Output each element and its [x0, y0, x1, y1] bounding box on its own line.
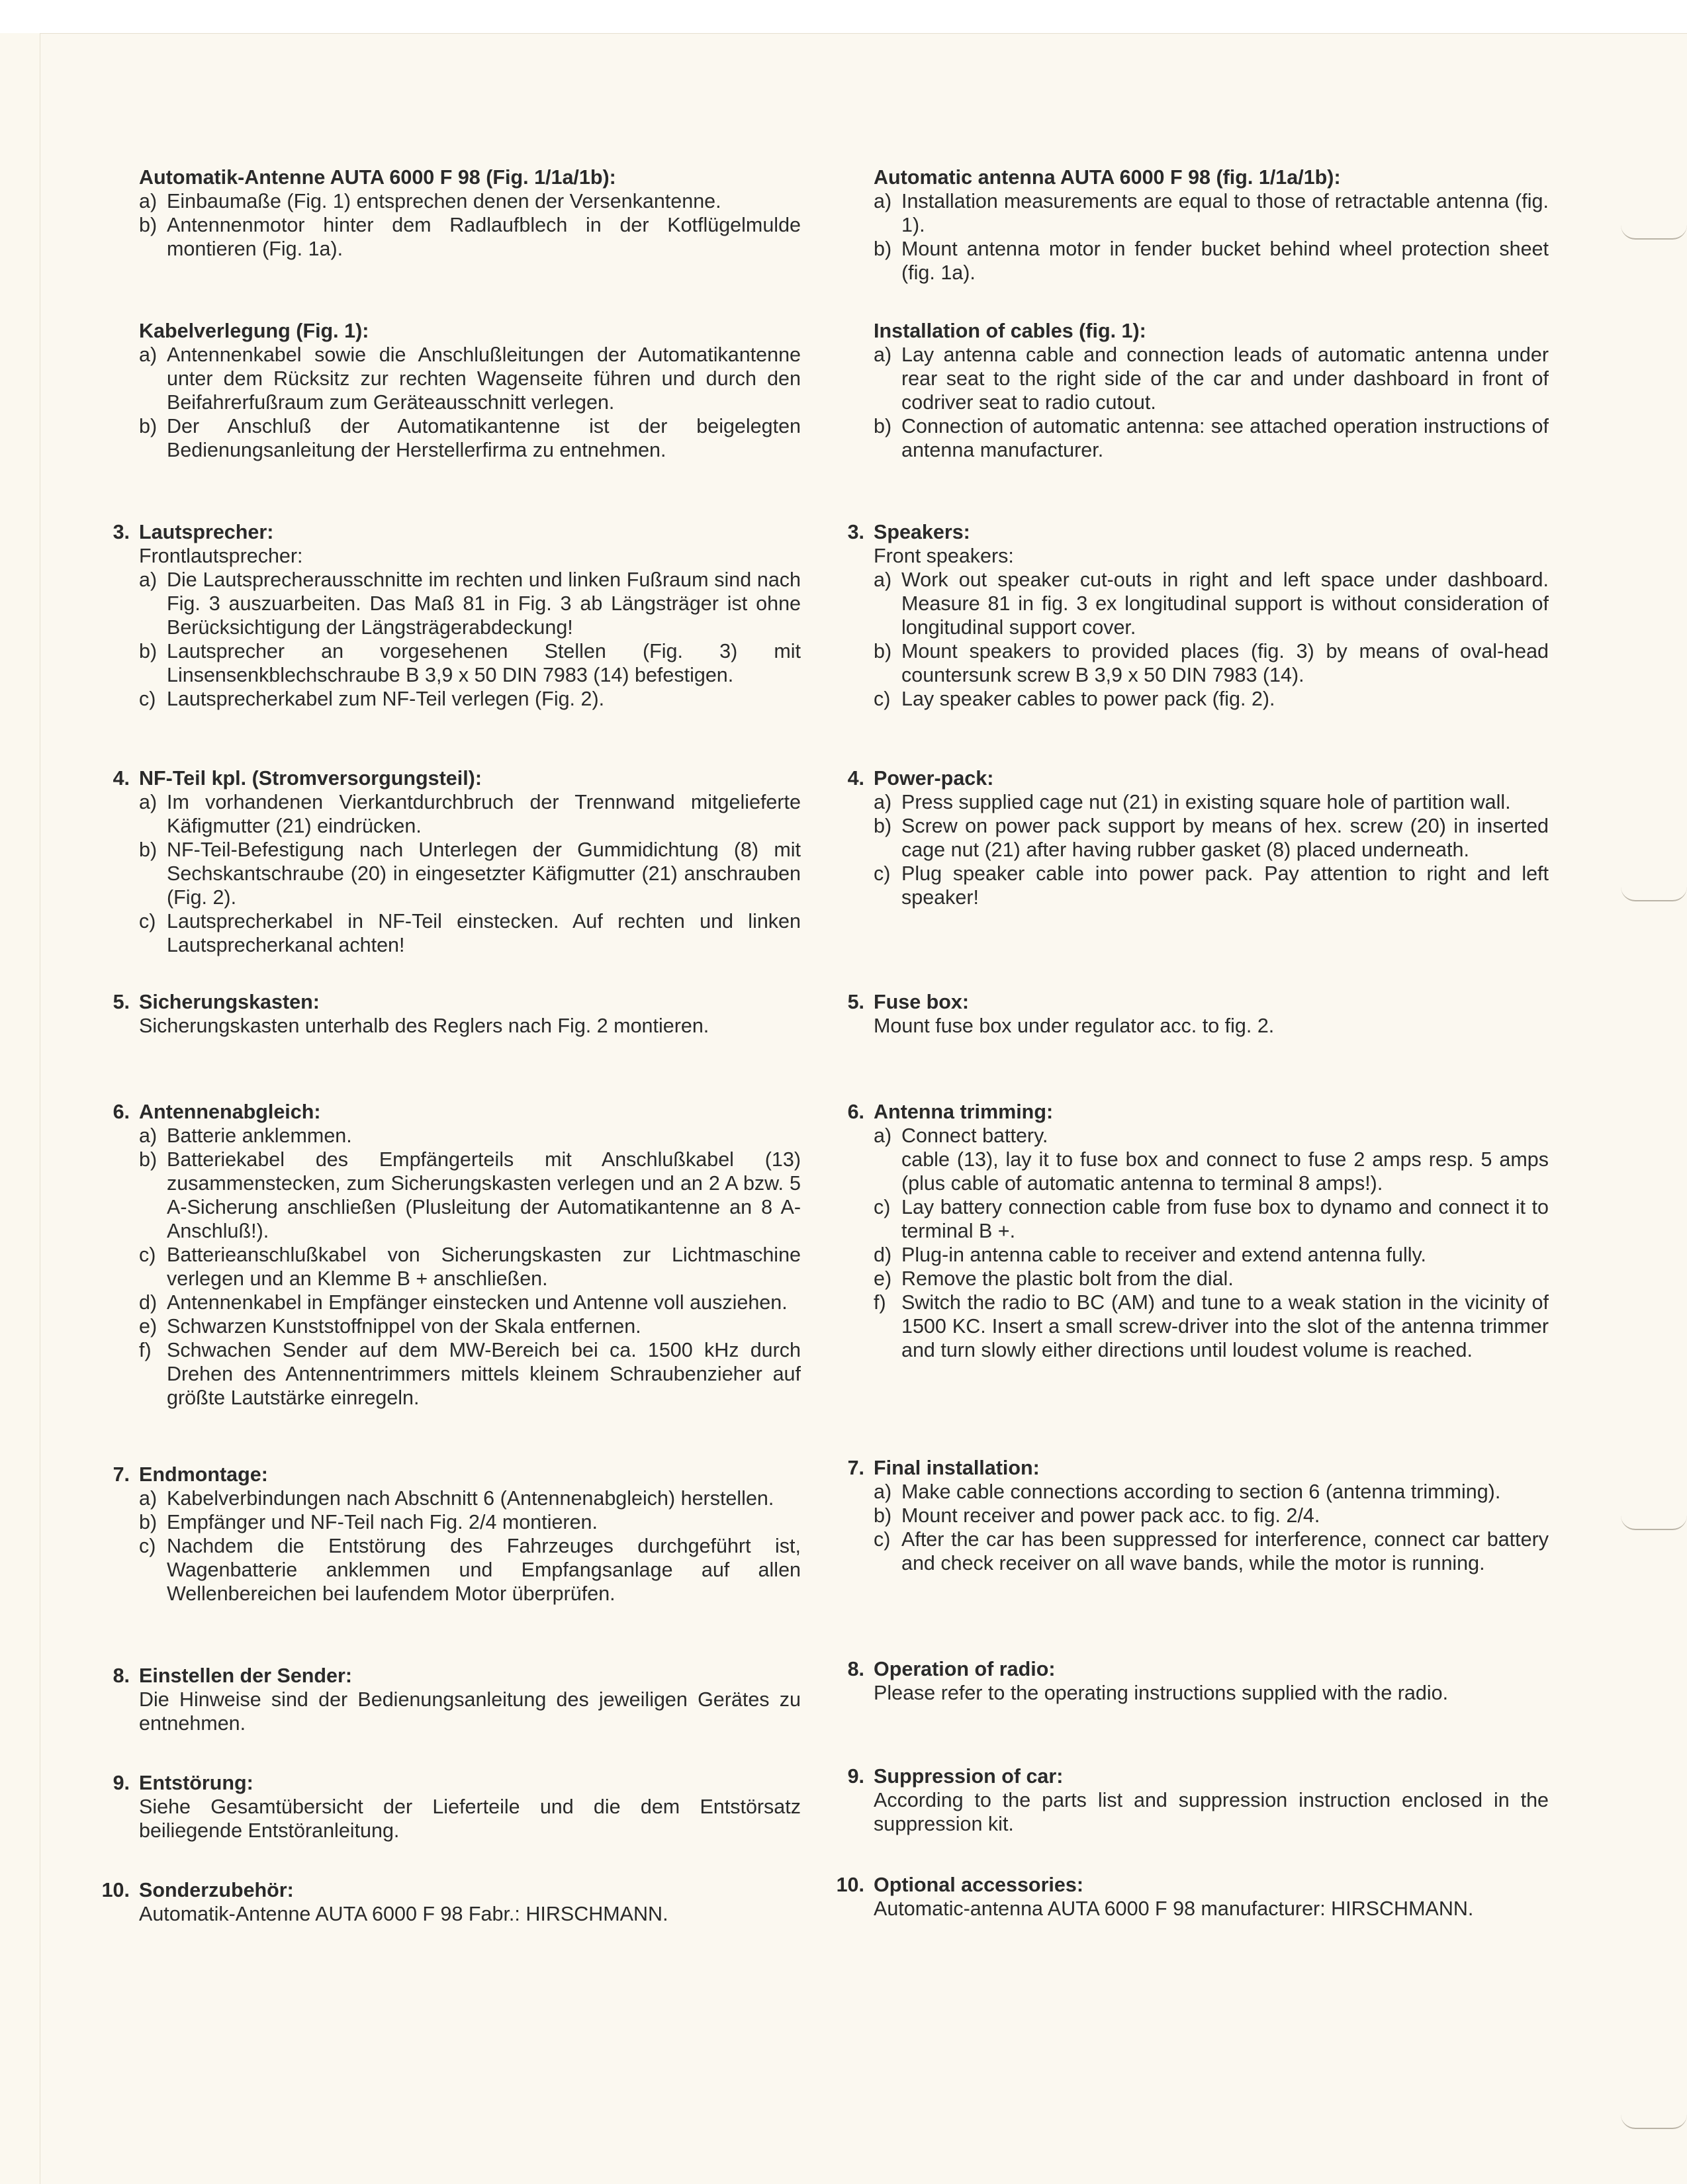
section-title: Optional accessories: [874, 1874, 1083, 1896]
list-item [139, 909, 801, 957]
list-item-label: d) [139, 1291, 158, 1314]
list-item [874, 790, 1549, 814]
list-item [874, 568, 1549, 639]
section-title: Operation of radio: [874, 1658, 1056, 1680]
list-item-label: a) [139, 791, 158, 813]
list-item-text: Mount antenna motor in fender bucket behind wheel protection sheet (fig. 1a). [901, 238, 1549, 284]
list-item-label: a) [874, 1124, 892, 1147]
list-item-label: a) [874, 190, 892, 212]
list-item-text: Lay antenna cable and connection leads of automatic antenna under rear seat to the right side of the car and under dashboard in front of codriver seat to radio cutout. [901, 343, 1549, 414]
section-number: 10. [101, 1879, 130, 1901]
list-item [874, 237, 1549, 285]
section-heading [836, 1873, 1549, 1897]
list-item-label: c) [874, 688, 891, 710]
section-text: Die Hinweise sind der Bedienungsanleitung des jeweiligen Gerätes zu entnehmen. [139, 1688, 801, 1735]
list-item-text: Mount receiver and power pack acc. to fig. 2/4. [901, 1504, 1320, 1527]
section-number [835, 319, 874, 343]
list-item-text: Lay speaker cables to power pack (fig. 2). [901, 688, 1275, 710]
list-item [139, 1291, 801, 1314]
list-item-text: Switch the radio to BC (AM) and tune to a weak station in the vicinity of 1500 KC. Insert a small screw-driver into the slot of the antenna trimmer and turn slowly either directions until loudest volume is reached. [901, 1291, 1549, 1361]
section-title: Einstellen der Sender: [139, 1664, 353, 1687]
list-item [139, 1534, 801, 1606]
binder-mark [1621, 887, 1687, 901]
section [113, 1100, 801, 1410]
list-item-text: Mount speakers to provided places (fig. 3) by means of oval-head countersunk screw B 3,9 x 50 DIN 7983 (14). [901, 640, 1549, 686]
section-text: Mount fuse box under regulator acc. to fig. 2. [874, 1015, 1275, 1037]
list-item-label: b) [139, 640, 158, 662]
list-item-text: Nachdem die Entstörung des Fahrzeuges durchgeführt ist, Wagenbatterie anklemmen und Empfangsanlage auf allen Wellenbereichen bei laufendem Motor überprüfen. [167, 1535, 801, 1605]
section-heading [847, 990, 1549, 1014]
section-number: 4. [847, 767, 864, 790]
list-item-label: b) [139, 1148, 158, 1171]
list-item-label: b) [139, 839, 158, 861]
section-number: 8. [113, 1664, 130, 1687]
section-heading [113, 766, 801, 790]
list-item [139, 189, 801, 213]
section-heading [113, 1100, 801, 1124]
list-item [874, 1124, 1549, 1148]
section-text: According to the parts list and suppression instruction enclosed in the suppression kit. [874, 1789, 1549, 1835]
list-item-label: a) [139, 343, 158, 366]
section-title: Final installation: [874, 1457, 1040, 1479]
list-item-text: Antennenkabel in Empfänger einstecken und Antenne voll ausziehen. [167, 1291, 788, 1314]
list-item [874, 687, 1549, 711]
section [847, 766, 1549, 909]
list-item-text: Connect battery. [901, 1124, 1048, 1147]
section [847, 990, 1549, 1038]
list-item [874, 862, 1549, 909]
list-item [139, 414, 801, 462]
list-item-label: a) [874, 569, 892, 591]
list-item-text: Der Anschluß der Automatikantenne ist der beigelegten Bedienungsanleitung der Herstellerfirma zu entnehmen. [167, 415, 801, 461]
list-item-text: cable (13), lay it to fuse box and connect to fuse 2 amps resp. 5 amps (plus cable of automatic antenna to terminal 8 amps!). [901, 1148, 1549, 1195]
section-heading [113, 1463, 801, 1486]
list-item [874, 639, 1549, 687]
section-number: 3. [847, 521, 864, 543]
list-item-label: b) [139, 214, 158, 236]
section-heading [113, 1664, 801, 1688]
list-item [139, 1314, 801, 1338]
list-item [139, 213, 801, 261]
list-item-text: Die Lautsprecherausschnitte im rechten und linken Fußraum sind nach Fig. 3 auszuarbeiten. Das Maß 81 in Fig. 3 ab Längsträger ist ohne Berücksichtigung der Längsträgerabdeckung! [167, 569, 801, 639]
list-item-label: b) [874, 238, 892, 260]
section [847, 1657, 1549, 1705]
section-heading [113, 990, 801, 1014]
list-item-text: Batterieanschlußkabel von Sicherungskasten zur Lichtmaschine verlegen und an Klemme B + anschließen. [167, 1244, 801, 1290]
section [113, 990, 801, 1038]
section-heading [113, 520, 801, 544]
list-item-label [874, 1148, 901, 1195]
list-item [139, 1338, 801, 1410]
section [874, 165, 1549, 285]
section-text: Front speakers: [874, 545, 1014, 567]
list-item-label: a) [139, 1124, 158, 1147]
list-item [139, 1148, 801, 1243]
section-number: 7. [113, 1463, 130, 1486]
section-title: Endmontage: [139, 1463, 268, 1486]
list-item-text: Installation measurements are equal to those of retractable antenna (fig. 1). [901, 190, 1549, 236]
binder-mark [1621, 1516, 1687, 1530]
section-number: 9. [847, 1765, 864, 1788]
section [847, 1764, 1549, 1836]
section [113, 766, 801, 957]
section-title: Speakers: [874, 521, 970, 543]
list-item-text: Plug speaker cable into power pack. Pay attention to right and left speaker! [901, 862, 1549, 909]
section-number: 4. [113, 767, 130, 790]
section-title: Power-pack: [874, 767, 994, 790]
section-heading [874, 165, 1549, 189]
list-item-label: c) [139, 910, 156, 933]
list-item [874, 189, 1549, 237]
section-number: 9. [113, 1772, 130, 1794]
list-item-text: Screw on power pack support by means of hex. screw (20) in inserted cage nut (21) after having rubber gasket (8) placed underneath. [901, 815, 1549, 861]
list-item-text: Lautsprecher an vorgesehenen Stellen (Fig. 3) mit Linsensenkblechschraube B 3,9 x 50 DIN 7983 (14) befestigen. [167, 640, 801, 686]
list-item [139, 1510, 801, 1534]
section-title: Suppression of car: [874, 1765, 1064, 1788]
list-item-text: Work out speaker cut-outs in right and left space under dashboard. Measure 81 in fig. 3 ex longitudinal support is without consideration of longitudinal support cover. [901, 569, 1549, 639]
list-item [874, 414, 1549, 462]
list-item [139, 343, 801, 414]
section [113, 520, 801, 711]
list-item-label: a) [874, 343, 892, 366]
list-item-label: b) [874, 1504, 892, 1527]
list-item-label: c) [874, 1196, 891, 1218]
section [847, 520, 1549, 711]
section-number [100, 319, 139, 343]
list-item [139, 1124, 801, 1148]
list-item-label: c) [139, 1244, 156, 1266]
list-item [139, 838, 801, 909]
list-item-label: e) [874, 1267, 892, 1290]
section-title: Antenna trimming: [874, 1101, 1054, 1123]
list-item [874, 1195, 1549, 1243]
section [101, 1878, 801, 1926]
list-item-label: a) [139, 569, 158, 591]
list-item [874, 1527, 1549, 1575]
list-item-text: Schwachen Sender auf dem MW-Bereich bei ca. 1500 kHz durch Drehen des Antennentrimmers mittels kleinem Schraubenzieher auf größte Lautstärke einregeln. [167, 1339, 801, 1409]
section [847, 1100, 1549, 1362]
list-item-label: c) [139, 688, 156, 710]
section [847, 1456, 1549, 1575]
list-item-text: Connection of automatic antenna: see attached operation instructions of antenna manufacturer. [901, 415, 1549, 461]
list-item-label: c) [874, 862, 891, 885]
list-item-text: Im vorhandenen Vierkantdurchbruch der Trennwand mitgelieferte Käfigmutter (21) eindrücken. [167, 791, 801, 837]
section-text: Siehe Gesamtübersicht der Lieferteile und die dem Entstörsatz beiliegende Entstöranleitung. [139, 1796, 801, 1842]
list-item [139, 639, 801, 687]
section-heading [874, 319, 1549, 343]
list-item-label: a) [874, 791, 892, 813]
list-item-label: b) [139, 415, 158, 437]
section-number: 10. [836, 1874, 864, 1896]
list-item-text: Remove the plastic bolt from the dial. [901, 1267, 1234, 1290]
list-item-label: d) [874, 1244, 892, 1266]
list-item-label: a) [139, 190, 158, 212]
section-title: Antennenabgleich: [139, 1101, 321, 1123]
list-item [139, 1243, 801, 1291]
binder-mark [1621, 225, 1687, 240]
list-item-text: Antennenkabel sowie die Anschlußleitungen der Automatikantenne unter dem Rücksitz zur rechten Wagenseite führen und durch den Beifahrerfußraum zum Geräteausschnitt verlegen. [167, 343, 801, 414]
list-item-label: c) [874, 1528, 891, 1551]
list-item [139, 790, 801, 838]
section [836, 1873, 1549, 1921]
section-text: Automatic-antenna AUTA 6000 F 98 manufacturer: HIRSCHMANN. [874, 1897, 1474, 1920]
list-item [874, 1504, 1549, 1527]
section-number: 5. [113, 991, 130, 1013]
section-title: Kabelverlegung (Fig. 1): [139, 320, 369, 342]
section-number: 6. [113, 1101, 130, 1123]
list-item [874, 1267, 1549, 1291]
list-item-text: NF-Teil-Befestigung nach Unterlegen der Gummidichtung (8) mit Sechskantschraube (20) in eingesetzter Käfigmutter (21) anschrauben (Fig. 2). [167, 839, 801, 909]
section-heading [847, 1764, 1549, 1788]
section-heading [113, 1771, 801, 1795]
list-item-label: c) [139, 1535, 156, 1557]
section [874, 319, 1549, 462]
section-title: Sicherungskasten: [139, 991, 320, 1013]
list-item-text: After the car has been suppressed for interference, connect car battery and check receiver on all wave bands, while the motor is running. [901, 1528, 1549, 1574]
list-item-label: b) [874, 815, 892, 837]
list-item-text: Batterie anklemmen. [167, 1124, 352, 1147]
section [139, 319, 801, 462]
list-item-text: Lautsprecherkabel zum NF-Teil verlegen (Fig. 2). [167, 688, 605, 710]
section-title: Entstörung: [139, 1772, 253, 1794]
section-text: Sicherungskasten unterhalb des Reglers nach Fig. 2 montieren. [139, 1015, 709, 1037]
list-item [874, 1148, 1549, 1195]
section-number: 5. [847, 991, 864, 1013]
section-heading [101, 1878, 801, 1902]
list-item-text: Lay battery connection cable from fuse box to dynamo and connect it to terminal B +. [901, 1196, 1549, 1242]
section-title: NF-Teil kpl. (Stromversorgungsteil): [139, 767, 482, 790]
list-item [139, 1486, 801, 1510]
list-item [139, 568, 801, 639]
list-item-text: Batteriekabel des Empfängerteils mit Anschlußkabel (13) zusammenstecken, zum Sicherungskasten verlegen und an 2 A bzw. 5 A-Sicherung anschließen (Plusleitung der Automatikantenne an 8 A-Anschluß!). [167, 1148, 801, 1242]
section-heading [847, 1657, 1549, 1681]
section-heading [847, 766, 1549, 790]
list-item [874, 814, 1549, 862]
scan-top-margin [0, 0, 1687, 33]
section-title: Automatic antenna AUTA 6000 F 98 (fig. 1/1a/1b): [874, 166, 1341, 189]
binder-mark [1621, 2115, 1687, 2129]
list-item-label: a) [874, 1480, 892, 1503]
section-number: 6. [847, 1101, 864, 1123]
section-title: Installation of cables (fig. 1): [874, 320, 1146, 342]
list-item-text: Einbaumaße (Fig. 1) entsprechen denen der Versenkantenne. [167, 190, 721, 212]
section-text: Frontlautsprecher: [139, 545, 303, 567]
section-heading [847, 1100, 1549, 1124]
list-item-text: Empfänger und NF-Teil nach Fig. 2/4 montieren. [167, 1511, 598, 1533]
section-heading [847, 1456, 1549, 1480]
list-item-label: a) [139, 1487, 158, 1510]
list-item-label: b) [874, 640, 892, 662]
list-item-text: Lautsprecherkabel in NF-Teil einstecken. Auf rechten und linken Lautsprecherkanal achten! [167, 910, 801, 956]
section-number: 3. [113, 521, 130, 543]
list-item [139, 687, 801, 711]
list-item [874, 1480, 1549, 1504]
section [139, 165, 801, 261]
section-title: Fuse box: [874, 991, 970, 1013]
section-number: 8. [847, 1658, 864, 1680]
list-item-label: f) [139, 1339, 152, 1361]
list-item-text: Plug-in antenna cable to receiver and extend antenna fully. [901, 1244, 1426, 1266]
list-item-text: Antennenmotor hinter dem Radlaufblech in der Kotflügelmulde montieren (Fig. 1a). [167, 214, 801, 260]
section-heading [847, 520, 1549, 544]
section-number [100, 165, 139, 189]
list-item-text: Schwarzen Kunststoffnippel von der Skala entfernen. [167, 1315, 641, 1338]
section [113, 1463, 801, 1606]
list-item-label: f) [874, 1291, 886, 1314]
section-title: Lautsprecher: [139, 521, 274, 543]
section-text: Please refer to the operating instructions supplied with the radio. [874, 1682, 1449, 1704]
list-item-label: b) [874, 415, 892, 437]
section-heading [139, 165, 801, 189]
list-item [874, 1291, 1549, 1362]
list-item-text: Make cable connections according to section 6 (antenna trimming). [901, 1480, 1501, 1503]
section-heading [139, 319, 801, 343]
section-text: Automatik-Antenne AUTA 6000 F 98 Fabr.: HIRSCHMANN. [139, 1903, 668, 1925]
list-item-text: Kabelverbindungen nach Abschnitt 6 (Antennenabgleich) herstellen. [167, 1487, 774, 1510]
section-number: 7. [847, 1457, 864, 1479]
section [113, 1664, 801, 1735]
list-item [874, 1243, 1549, 1267]
section-title: Automatik-Antenne AUTA 6000 F 98 (Fig. 1/1a/1b): [139, 166, 616, 189]
list-item-text: Press supplied cage nut (21) in existing square hole of partition wall. [901, 791, 1511, 813]
list-item-label: e) [139, 1315, 158, 1338]
section [113, 1771, 801, 1843]
section-number [835, 165, 874, 189]
list-item [874, 343, 1549, 414]
section-title: Sonderzubehör: [139, 1879, 294, 1901]
list-item-label: b) [139, 1511, 158, 1533]
